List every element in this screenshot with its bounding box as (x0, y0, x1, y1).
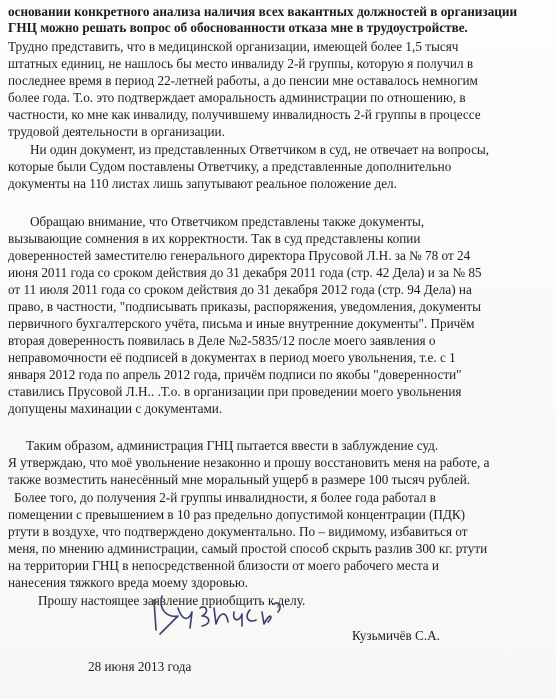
text-line-12: Обращаю внимание, что Ответчиком представлены также документы, (30, 214, 425, 229)
document-date: 28 июня 2013 года (88, 659, 192, 674)
text-line-1: основании конкретного анализа наличия всех вакантных должностей в организации (8, 4, 518, 19)
text-line-3: Трудно представить, что в медицинской организации, имеющей более 1,5 тысяч (8, 39, 459, 54)
text-line-16: от 11 июля 2011 года со сроком действия до 31 декабря 2012 года (стр. 94 Дела) на (8, 282, 472, 297)
text-line-32: нанесения тяжкого вреда моему здоровью. (8, 575, 248, 590)
text-line-24: Таким образом, администрация ГНЦ пытается ввести в заблуждение суд. (26, 438, 439, 453)
text-line-18: первичного бухгалтерского учёта, письма и иные внутренние документы". Причём (8, 316, 475, 331)
signer-name: Кузьмичёв С.А. (352, 628, 440, 643)
text-line-25: Я утверждаю, что моё увольнение незаконно и прошу восстановить меня на работе, а (8, 455, 490, 470)
text-line-27: Более того, до получения 2-й группы инвалидности, я более года работал в (14, 490, 436, 505)
text-line-8: трудовой деятельности в организации. (8, 124, 225, 139)
text-line-28: помещении с превышением в 10 раз предельно допустимой концентрации (ПДК) (8, 507, 466, 522)
text-line-23: допущены махинации с документами. (8, 401, 223, 416)
text-line-29: ртути в воздухе, что подтверждено документально. По – видимому, избавиться от (8, 524, 468, 539)
text-line-22: ставились Прусовой Л.Н.. .Т.о. в организации при проведении моего увольнения (8, 384, 462, 399)
handwritten-signature (148, 582, 288, 640)
text-line-9: Ни один документ, из представленных Ответчиком в суд, не отвечает на вопросы, (30, 142, 490, 157)
text-line-17: право, в частности, "подписывать приказы, распоряжения, уведомления, документы (8, 299, 481, 314)
text-line-26: также возместить нанесённый мне моральный ущерб в размере 100 тысяч рублей. (8, 472, 471, 487)
text-line-7: частности, ко мне как инвалиду, получившему инвалидность 2-й группы в процессе (8, 107, 481, 122)
text-line-20: неправомочности её подписей в документах в период моего увольнения, т.е. с 1 (8, 350, 456, 365)
text-line-6: более года. Т.о. это подтверждает аморальность администрации по отношению, в (8, 90, 466, 105)
text-line-5: последнее время в период 22-летней работы, а до пенсии мне оставалось немногим (8, 73, 478, 88)
text-line-11: документы на 110 листах лишь запутывают реальное положение дел. (8, 176, 397, 191)
text-line-4: штатных единиц, не нашлось бы место инвалиду 2-й группы, которую я получил в (8, 56, 474, 71)
text-line-21: января 2012 года по апрель 2012 года, причём подписи по якобы "доверенности" (8, 367, 462, 382)
text-line-30: меня, по мнению администрации, самый простой способ скрыть разлив 300 кг. ртути (8, 541, 488, 556)
text-line-14: доверенностей заместителю генерального директора Прусовой Л.Н. за № 78 от 24 (8, 248, 471, 263)
text-line-15: июня 2011 года со сроком действия до 31 декабря 2011 года (стр. 42 Дела) и за № 85 (8, 265, 482, 280)
text-line-33: Прошу настоящее заявление приобщить к делу. (38, 593, 306, 608)
text-line-10: которые были Судом поставлены Ответчику, а представленные дополнительно (8, 159, 452, 174)
text-line-13: вызывающие сомнения в их корректности. Так в суд представлены копии (8, 231, 421, 246)
text-line-2: ГНЦ можно решать вопрос об обоснованности отказа мне в трудоустройстве. (8, 20, 468, 35)
text-line-31: на территории ГНЦ в непосредственной близости от моего рабочего места и (8, 558, 439, 573)
text-line-19: вторая доверенность появилась в Деле №2-5835/12 после моего заявления о (8, 333, 436, 348)
